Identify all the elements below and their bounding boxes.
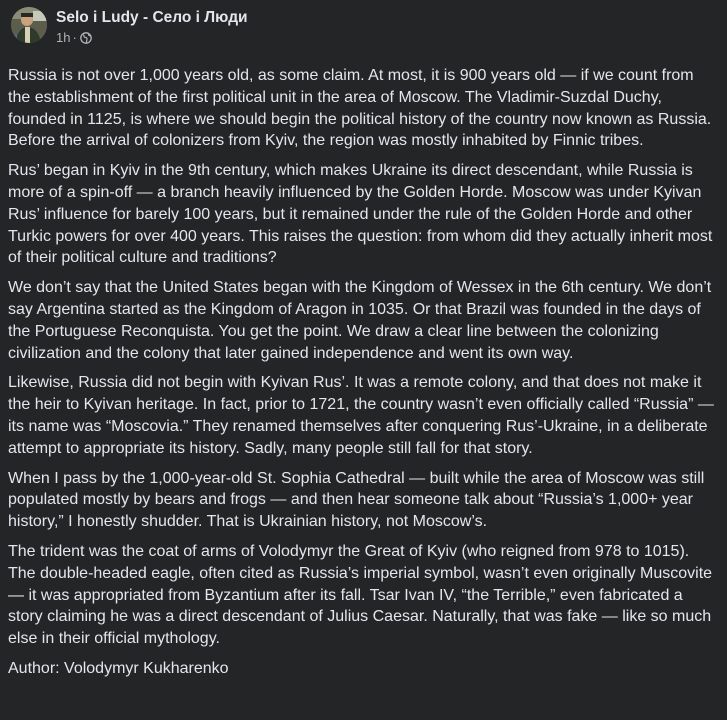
post-paragraph: Rus’ began in Kyiv in the 9th century, which makes Ukraine its direct descendant, while Russia is more of a spin-off — a branch heavily influenced by the Golden Horde. Moscow was under Kyivan Rus’ influence for barely 100 years, but it remained under the rule of the Golden Horde and other Turkic powers for over 400 years. This raises the question: from whom did they actually inherit most of their political culture and traditions?	[8, 162, 713, 267]
page-avatar[interactable]	[11, 7, 47, 43]
avatar-photo-icon	[11, 7, 47, 43]
post-meta	[56, 8, 248, 46]
post-paragraph: The trident was the coat of arms of Volodymyr the Great of Kyiv (who reigned from 978 to 1015). The double-headed eagle, often cited as Russia’s imperial symbol, wasn’t even originally Muscovite — it was appropriated from Byzantium after its fall. Tsar Ivan IV, “the Terrible,” even fabricated a story claiming he was a direct descendant of Julius Caesar. Naturally, that was fake — like so much else in their official mythology.	[8, 542, 713, 648]
post-paragraph: Likewise, Russia did not begin with Kyivan Rus’. It was a remote colony, and that does not make it the heir to Kyivan heritage. In fact, prior to 1721, the country wasn’t even officially called “Russia” — its name was “Moscovia.” They renamed themselves after conquering Rus’-Ukraine, in a deliberate attempt to appropriate its history. Sadly, many people still fall for that story.	[8, 374, 714, 457]
post-paragraph: When I pass by the 1,000-year-old St. Sophia Cathedral — built while the area of Moscow was still populated mostly by bears and frogs — and then hear someone talk about “Russia’s 1,000+ year history,” I honestly shudder. That is Ukrainian history, not Moscow’s.	[8, 469, 705, 531]
post-timestamp[interactable]: 1h	[56, 30, 71, 45]
post-paragraph: We don’t say that the United States began with the Kingdom of Wessex in the 6th century. We don’t say Argentina started as the Kingdom of Aragon in 1035. Or that Brazil was founded in the days of the Portuguese Reconquista. You get the point. We draw a clear line between the colonizing civilization and the colony that later gained independence and went its own way.	[8, 279, 712, 362]
post-paragraph: Russia is not over 1,000 years old, as some claim. At most, it is 900 years old — if we count from the establishment of the first political unit in the area of Moscow. The Vladimir-Suzdal Duchy, founded in 1125, is where we should begin the political history of the country now known as Russia. Before the arrival of colonizers from Kyiv, the region was mostly inhabited by Finnic tribes.	[8, 67, 712, 150]
post-author-line: Author: Volodymyr Kukharenko	[8, 659, 229, 677]
page-name-link[interactable]: Selo i Ludy - Село і Люди	[56, 9, 248, 26]
post-body	[8, 65, 720, 680]
post-subline	[56, 30, 248, 46]
post-header	[11, 7, 248, 46]
meta-separator: ·	[72, 30, 77, 45]
globe-icon[interactable]	[80, 32, 92, 44]
